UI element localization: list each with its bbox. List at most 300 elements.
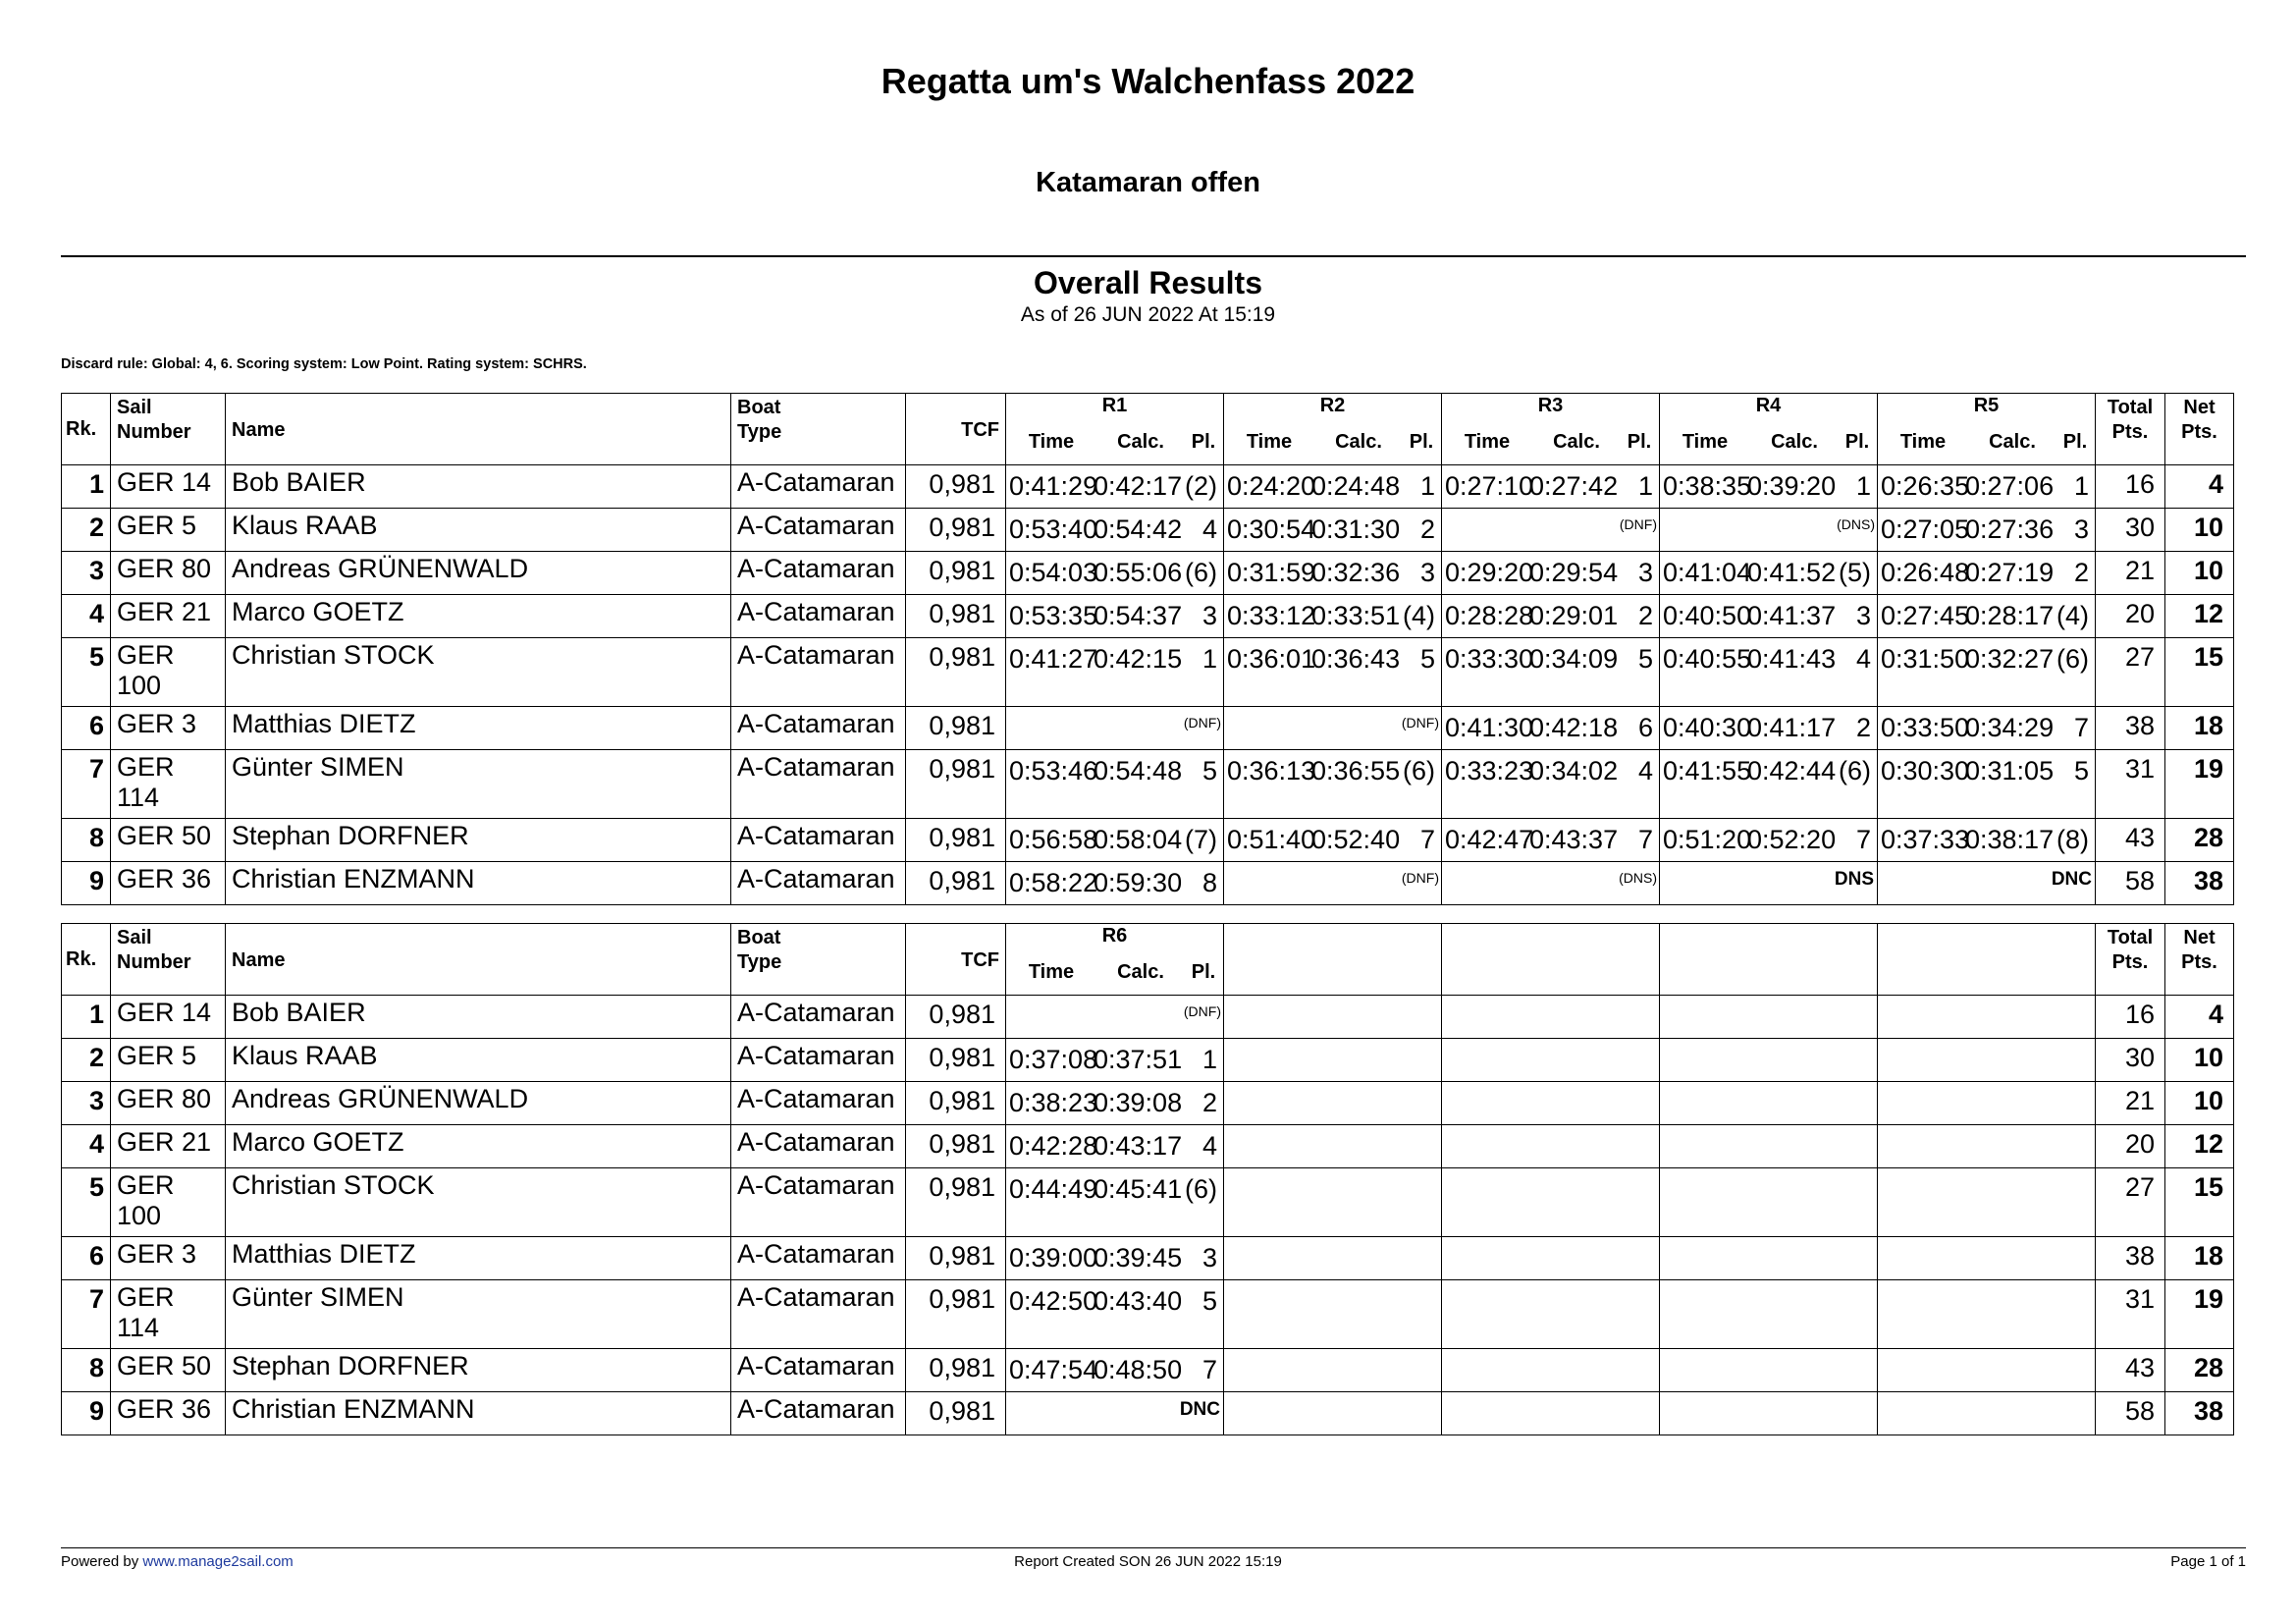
sail-number-cell: GER 21 [111,1125,226,1168]
col-sail-number-line2: Number [117,421,191,443]
race-place: 1 [1201,1045,1217,1074]
place-label: Pl. [2062,431,2088,453]
tcf-cell: 0,981 [906,707,1006,750]
race-time: 0:37:33 [1881,825,1970,854]
race-result-cell [1006,707,1224,750]
net-points-cell: 38 [2165,862,2234,905]
race-result-cell [1442,465,1660,509]
total-points-cell: 27 [2096,1168,2165,1237]
race-result-cell [1878,509,2096,552]
race-time: 0:27:05 [1881,514,1970,544]
race-place: 2 [1201,1088,1217,1117]
tcf-cell: 0,981 [906,996,1006,1039]
race-calc-time: 0:32:36 [1311,558,1401,587]
race-result-cell [1006,996,1224,1039]
total-points-cell: 20 [2096,595,2165,638]
race-time: 0:41:04 [1663,558,1752,587]
race-calc-time: 0:58:04 [1094,825,1183,854]
race-status-code: (DNS) [1619,870,1657,886]
race-result-cell [1006,1082,1224,1125]
race-result-cell [1660,638,1878,707]
race-time: 0:51:20 [1663,825,1752,854]
rank-cell: 1 [62,465,111,509]
table-row [62,819,2234,862]
race-place: 2 [1637,601,1653,630]
rank-cell: 8 [62,1349,111,1392]
race-place: 5 [1201,756,1217,785]
table-row [62,595,2234,638]
tcf-cell: 0,981 [906,595,1006,638]
boat-type-cell: A-Catamaran [731,819,906,862]
race-calc-time: 0:55:06 [1094,558,1183,587]
results-as-of: As of 26 JUN 2022 At 15:19 [1020,303,1276,326]
race-result-cell [1442,595,1660,638]
footer-page-number: Page 1 of 1 [2170,1553,2246,1570]
race-result-cell [1878,1039,2096,1082]
col-total-points-line2: Pts. [2111,421,2149,443]
race-result-cell [1224,750,1442,819]
col-name [226,924,731,996]
race-result-cell [1878,1082,2096,1125]
col-boat-type [731,924,906,996]
race-place: 1 [1419,471,1435,501]
race-place: 3 [2073,514,2089,544]
total-points-cell: 38 [2096,1237,2165,1280]
name-cell: Matthias DIETZ [226,707,731,750]
race-place: 2 [1855,713,1871,742]
table-row [62,707,2234,750]
race-result-cell [1442,1349,1660,1392]
name-cell: Christian ENZMANN [226,862,731,905]
total-points-cell: 30 [2096,1039,2165,1082]
race-calc-time: 0:27:19 [1965,558,2055,587]
race-result-cell [1878,1125,2096,1168]
race-calc-time: 0:27:36 [1965,514,2055,544]
col-total-points [2096,394,2165,465]
sail-number-cell: GER 14 [111,996,226,1039]
race-subheader [1660,430,1877,455]
calc-label: Calc. [1553,431,1600,453]
sail-number-cell: GER 21 [111,595,226,638]
tcf-cell: 0,981 [906,862,1006,905]
results-table-1 [61,393,2234,905]
net-points-cell: 4 [2165,996,2234,1039]
race-label: R3 [1537,395,1564,416]
race-result-cell [1878,862,2096,905]
race-calc-time: 0:43:40 [1094,1286,1183,1316]
boat-type-cell: A-Catamaran [731,552,906,595]
race-calc-time: 0:54:37 [1094,601,1183,630]
race-result-cell [1006,1392,1224,1435]
race-result-cell [1224,1349,1442,1392]
race-time: 0:53:40 [1009,514,1098,544]
race-result-cell [1660,1082,1878,1125]
boat-type-cell: A-Catamaran [731,638,906,707]
race-calc-time: 0:48:50 [1094,1355,1183,1384]
sail-number-cell: GER 100 [111,1168,226,1237]
sail-number-cell: GER 36 [111,862,226,905]
col-total-points [2096,924,2165,996]
col-rank-label: Rk. [66,947,97,970]
race-status-code: (DNF) [1401,870,1439,886]
race-calc-time: 0:39:45 [1094,1243,1183,1272]
race-calc-time: 0:39:20 [1747,471,1837,501]
race-status-code: (DNF) [1183,715,1221,731]
race-result-cell [1442,1039,1660,1082]
race-result-cell [1006,595,1224,638]
race-time: 0:33:12 [1227,601,1316,630]
place-label: Pl. [1627,431,1652,453]
race-place: (6) [1185,558,1217,587]
race-result-cell [1006,465,1224,509]
rank-cell: 3 [62,1082,111,1125]
col-tcf-label: TCF [961,948,999,971]
sail-number-cell: GER 100 [111,638,226,707]
rank-cell: 7 [62,1280,111,1349]
race-time: 0:31:50 [1881,644,1970,674]
sail-number-cell: GER 36 [111,1392,226,1435]
race-result-cell [1006,1349,1224,1392]
tcf-cell: 0,981 [906,819,1006,862]
rank-cell: 5 [62,1168,111,1237]
race-place: (6) [1185,1174,1217,1204]
discard-rule: Discard rule: Global: 4, 6. Scoring system: Low Point. Rating system: SCHRS. [61,356,587,372]
race-label: R6 [1101,925,1128,947]
race-result-cell [1006,1280,1224,1349]
race-place: 1 [1201,644,1217,674]
race-result-cell [1224,465,1442,509]
race-result-cell [1006,750,1224,819]
col-net-points-line2: Pts. [2181,421,2217,443]
race-calc-time: 0:27:42 [1529,471,1619,501]
col-race [1006,394,1224,465]
col-boat-type-line1: Boat [737,927,781,948]
race-result-cell [1442,862,1660,905]
race-result-cell [1224,1280,1442,1349]
sail-number-cell: GER 14 [111,465,226,509]
race-result-cell [1660,862,1878,905]
sail-number-cell: GER 50 [111,819,226,862]
tcf-cell: 0,981 [906,1039,1006,1082]
race-result-cell [1442,552,1660,595]
col-name-label: Name [232,948,286,971]
header-row [62,394,2234,465]
boat-type-cell: A-Catamaran [731,750,906,819]
time-label: Time [1246,431,1293,453]
boat-type-cell: A-Catamaran [731,509,906,552]
tcf-cell: 0,981 [906,638,1006,707]
race-calc-time: 0:59:30 [1094,868,1183,897]
col-sail-number [111,394,226,465]
race-calc-time: 0:33:51 [1311,601,1401,630]
race-place: 5 [1419,644,1435,674]
col-race [1006,924,1224,996]
total-points-cell: 38 [2096,707,2165,750]
race-result-cell [1006,1168,1224,1237]
tcf-cell: 0,981 [906,750,1006,819]
race-result-cell [1006,819,1224,862]
table-row [62,1392,2234,1435]
race-result-cell [1006,862,1224,905]
race-place: (6) [2056,644,2089,674]
race-time: 0:41:27 [1009,644,1098,674]
name-cell: Andreas GRÜNENWALD [226,552,731,595]
rank-cell: 6 [62,1237,111,1280]
race-subheader [1878,430,2095,455]
race-result-cell [1442,819,1660,862]
boat-type-cell: A-Catamaran [731,707,906,750]
name-cell: Günter SIMEN [226,750,731,819]
race-result-cell [1442,509,1660,552]
race-label: R5 [1973,395,2000,416]
boat-type-cell: A-Catamaran [731,1280,906,1349]
race-result-cell [1442,638,1660,707]
boat-type-cell: A-Catamaran [731,595,906,638]
race-time: 0:42:47 [1445,825,1534,854]
boat-type-cell: A-Catamaran [731,862,906,905]
race-calc-time: 0:36:43 [1311,644,1401,674]
table-row [62,1125,2234,1168]
calc-label: Calc. [1989,431,2036,453]
race-calc-time: 0:31:05 [1965,756,2055,785]
race-status-code: (DNF) [1401,715,1439,731]
race-time: 0:33:30 [1445,644,1534,674]
col-name-label: Name [232,418,286,441]
race-status-code: DNS [1834,869,1874,890]
col-net-points-line1: Net [2183,397,2216,418]
race-place: 7 [1855,825,1871,854]
race-result-cell [1878,996,2096,1039]
race-calc-time: 0:31:30 [1311,514,1401,544]
race-time: 0:40:55 [1663,644,1752,674]
race-place: (6) [1403,756,1435,785]
results-table-2 [61,923,2234,1435]
race-status-code: DNC [2051,869,2092,890]
race-time: 0:30:54 [1227,514,1316,544]
total-points-cell: 20 [2096,1125,2165,1168]
race-time: 0:44:49 [1009,1174,1098,1204]
race-calc-time: 0:52:20 [1747,825,1837,854]
sail-number-cell: GER 3 [111,1237,226,1280]
race-calc-time: 0:54:48 [1094,756,1183,785]
table-row [62,552,2234,595]
col-name [226,394,731,465]
race-result-cell [1224,1168,1442,1237]
race-status-code: (DNF) [1183,1003,1221,1019]
race-status-code: (DNF) [1619,516,1657,532]
race-calc-time: 0:41:37 [1747,601,1837,630]
table-row [62,1280,2234,1349]
rank-cell: 8 [62,819,111,862]
name-cell: Klaus RAAB [226,509,731,552]
col-net-points-line1: Net [2183,927,2216,948]
rank-cell: 5 [62,638,111,707]
net-points-cell: 12 [2165,595,2234,638]
col-race [1224,394,1442,465]
name-cell: Klaus RAAB [226,1039,731,1082]
boat-type-cell: A-Catamaran [731,1039,906,1082]
rank-cell: 2 [62,1039,111,1082]
race-time: 0:24:20 [1227,471,1316,501]
tcf-cell: 0,981 [906,509,1006,552]
page-subtitle: Katamaran offen [1036,167,1260,198]
race-place: 1 [2073,471,2089,501]
race-result-cell [1224,552,1442,595]
race-result-cell [1660,707,1878,750]
race-result-cell [1660,1392,1878,1435]
table-row [62,1349,2234,1392]
race-place: 6 [1637,713,1653,742]
net-points-cell: 15 [2165,638,2234,707]
total-points-cell: 43 [2096,819,2165,862]
race-time: 0:26:48 [1881,558,1970,587]
race-place: 2 [2073,558,2089,587]
page-title: Regatta um's Walchenfass 2022 [881,61,1415,101]
race-place: 8 [1201,868,1217,897]
net-points-cell: 15 [2165,1168,2234,1237]
boat-type-cell: A-Catamaran [731,1125,906,1168]
net-points-cell: 18 [2165,1237,2234,1280]
race-calc-time: 0:42:17 [1094,471,1183,501]
col-race [1878,924,2096,996]
race-calc-time: 0:37:51 [1094,1045,1183,1074]
table-row [62,509,2234,552]
race-result-cell [1660,996,1878,1039]
name-cell: Marco GOETZ [226,595,731,638]
race-result-cell [1224,1392,1442,1435]
race-place: 5 [1201,1286,1217,1316]
sail-number-cell: GER 3 [111,707,226,750]
race-place: (4) [1403,601,1435,630]
tcf-cell: 0,981 [906,1280,1006,1349]
race-calc-time: 0:36:55 [1311,756,1401,785]
race-time: 0:40:50 [1663,601,1752,630]
race-place: 4 [1201,514,1217,544]
race-result-cell [1660,1039,1878,1082]
race-result-cell [1660,1168,1878,1237]
table-row [62,1168,2234,1237]
race-label: R1 [1101,395,1128,416]
race-result-cell [1224,819,1442,862]
name-cell: Bob BAIER [226,465,731,509]
total-points-cell: 43 [2096,1349,2165,1392]
time-label: Time [1028,431,1075,453]
race-subheader [1006,960,1223,985]
col-total-points-line2: Pts. [2111,951,2149,973]
manage2sail-link[interactable]: www.manage2sail.com [142,1553,294,1570]
rank-cell: 4 [62,1125,111,1168]
col-net-points [2165,924,2234,996]
net-points-cell: 28 [2165,819,2234,862]
race-calc-time: 0:43:37 [1529,825,1619,854]
race-result-cell [1660,1237,1878,1280]
net-points-cell: 12 [2165,1125,2234,1168]
race-time: 0:41:30 [1445,713,1534,742]
race-time: 0:27:45 [1881,601,1970,630]
race-calc-time: 0:24:48 [1311,471,1401,501]
race-time: 0:54:03 [1009,558,1098,587]
col-net-points-line2: Pts. [2181,951,2217,973]
net-points-cell: 10 [2165,552,2234,595]
race-result-cell [1224,862,1442,905]
race-place: (2) [1185,471,1217,501]
race-place: 3 [1419,558,1435,587]
race-result-cell [1660,509,1878,552]
col-sail-number-line2: Number [117,951,191,973]
race-time: 0:33:23 [1445,756,1534,785]
race-time: 0:53:46 [1009,756,1098,785]
race-time: 0:39:00 [1009,1243,1098,1272]
net-points-cell: 10 [2165,1039,2234,1082]
race-result-cell [1224,1039,1442,1082]
col-total-points-line1: Total [2107,927,2154,948]
race-time: 0:31:59 [1227,558,1316,587]
race-result-cell [1442,750,1660,819]
time-label: Time [1464,431,1511,453]
table-row [62,862,2234,905]
race-calc-time: 0:27:06 [1965,471,2055,501]
boat-type-cell: A-Catamaran [731,1392,906,1435]
race-calc-time: 0:54:42 [1094,514,1183,544]
race-result-cell [1006,1039,1224,1082]
race-place: 7 [1419,825,1435,854]
race-result-cell [1660,750,1878,819]
race-place: (6) [1839,756,1871,785]
race-place: (4) [2056,601,2089,630]
tcf-cell: 0,981 [906,1349,1006,1392]
race-result-cell [1442,1082,1660,1125]
race-time: 0:56:58 [1009,825,1098,854]
race-result-cell [1442,1125,1660,1168]
race-label: R2 [1319,395,1346,416]
race-time: 0:29:20 [1445,558,1534,587]
net-points-cell: 19 [2165,1280,2234,1349]
col-race [1442,394,1660,465]
race-place: 3 [1637,558,1653,587]
table-row [62,750,2234,819]
col-total-points-line1: Total [2107,397,2154,418]
name-cell: Günter SIMEN [226,1280,731,1349]
race-result-cell [1660,1280,1878,1349]
race-place: 3 [1201,1243,1217,1272]
race-calc-time: 0:34:02 [1529,756,1619,785]
rank-cell: 9 [62,1392,111,1435]
race-place: (5) [1839,558,1871,587]
race-result-cell [1660,1125,1878,1168]
race-time: 0:51:40 [1227,825,1316,854]
race-calc-time: 0:39:08 [1094,1088,1183,1117]
place-label: Pl. [1191,961,1216,983]
race-place: 7 [1201,1355,1217,1384]
footer-divider [61,1547,2246,1548]
rank-cell: 9 [62,862,111,905]
name-cell: Christian STOCK [226,638,731,707]
race-place: 4 [1201,1131,1217,1161]
race-calc-time: 0:29:01 [1529,601,1619,630]
powered-by-label: Powered by [61,1553,143,1570]
tcf-cell: 0,981 [906,1392,1006,1435]
tcf-cell: 0,981 [906,1237,1006,1280]
race-place: 5 [2073,756,2089,785]
col-sail-number-line1: Sail [117,927,152,948]
race-place: 5 [1637,644,1653,674]
race-time: 0:26:35 [1881,471,1970,501]
total-points-cell: 21 [2096,552,2165,595]
race-time: 0:41:29 [1009,471,1098,501]
name-cell: Marco GOETZ [226,1125,731,1168]
col-boat-type-line2: Type [737,421,782,443]
rank-cell: 2 [62,509,111,552]
